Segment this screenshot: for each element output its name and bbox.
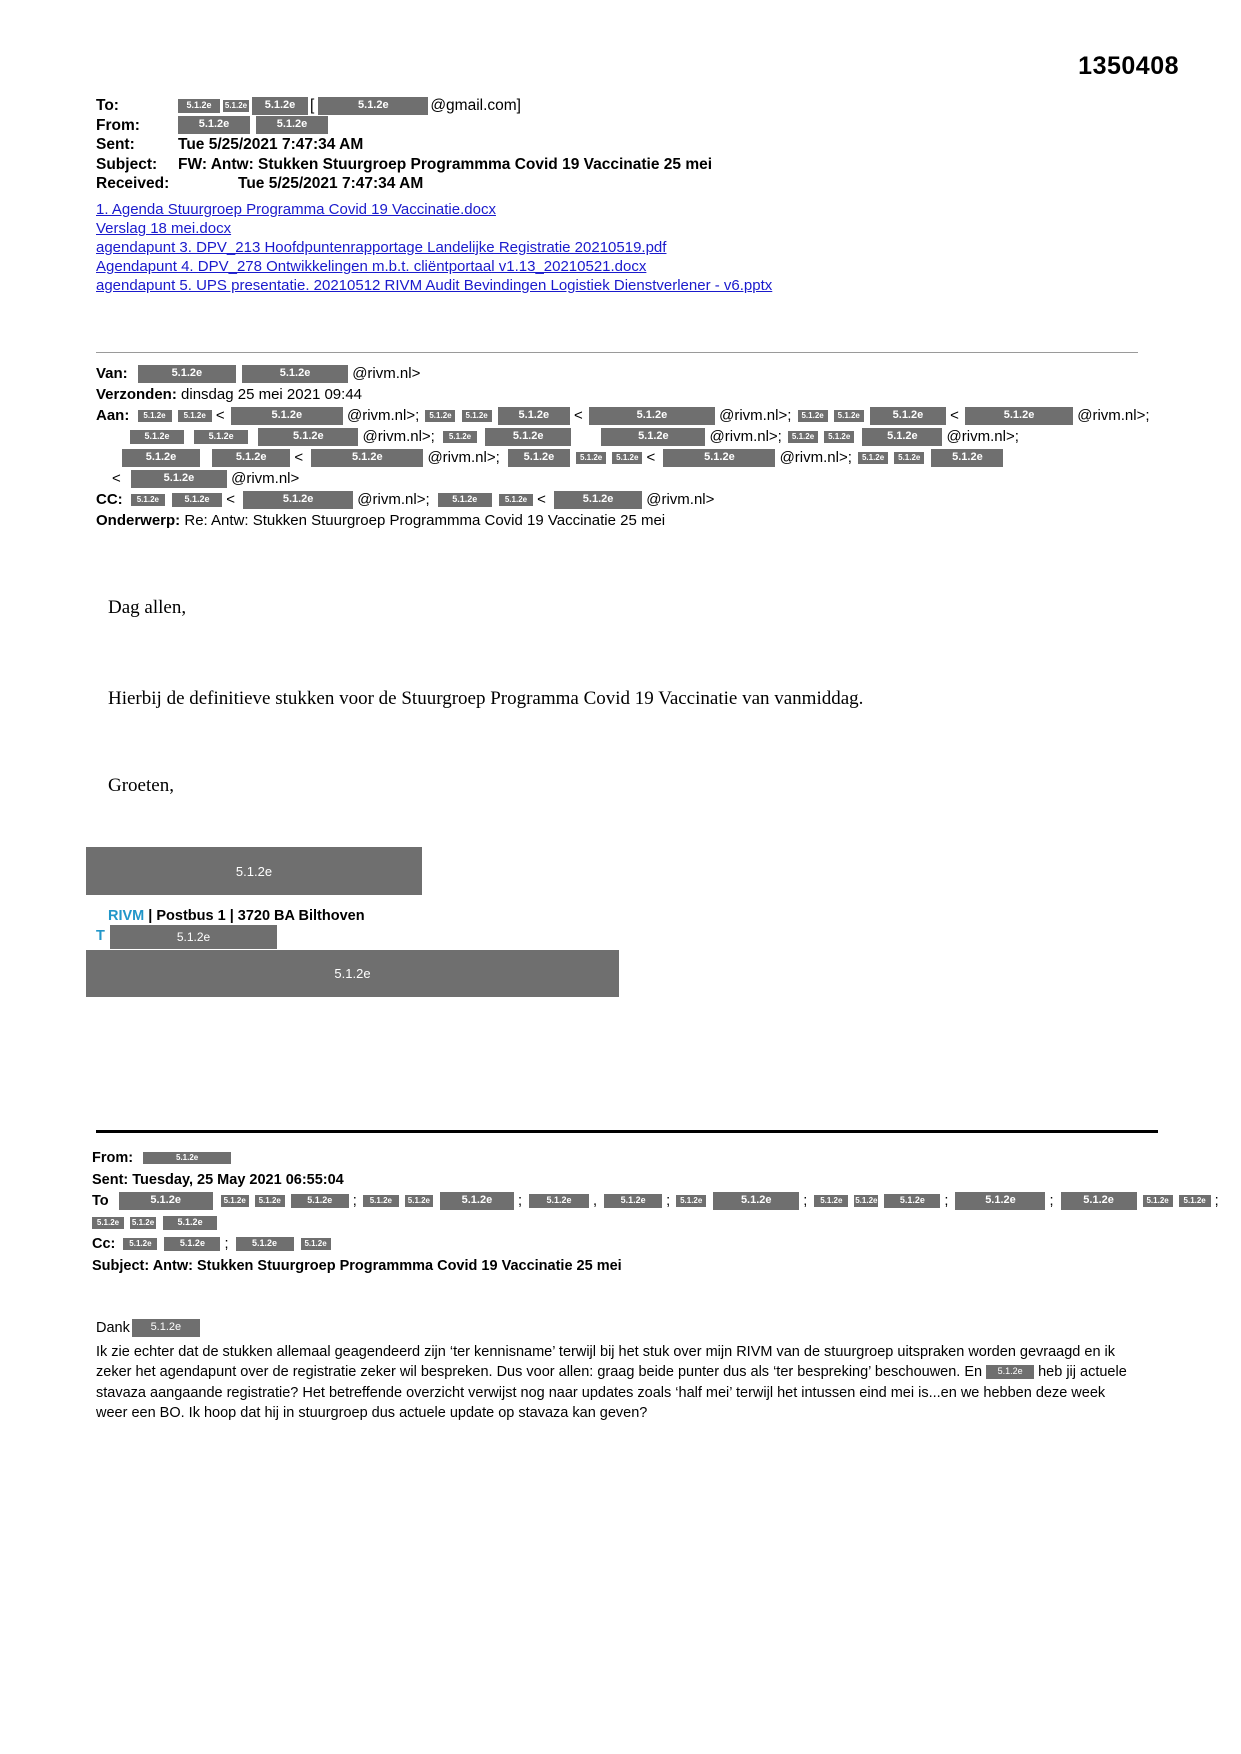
redaction-block: 5.1.2e: [256, 116, 328, 134]
subject-label: Subject:: [92, 1257, 150, 1274]
redaction-block: 5.1.2e: [255, 1195, 285, 1207]
redaction-block: 5.1.2e: [462, 410, 492, 422]
signature-address-line: [108, 908, 365, 924]
redaction-block: 5.1.2e: [138, 410, 172, 422]
aan-label: Aan:: [96, 407, 130, 424]
header-row-to: [96, 96, 1156, 116]
attachment-link[interactable]: Agendapunt 4. DPV_278 Ontwikkelingen m.b.t. cliëntportaal v1.13_20210521.docx: [96, 258, 647, 275]
domain-text: @rivm.nl>;: [427, 449, 500, 466]
quoted-onderwerp-row: [96, 510, 1166, 531]
redaction-block: 5.1.2e: [814, 1195, 848, 1207]
cc-label: Cc:: [92, 1236, 116, 1252]
angle-bracket: <: [215, 407, 225, 424]
redaction-block: 5.1.2e: [894, 452, 924, 464]
redaction-block: 5.1.2e: [92, 1217, 124, 1229]
redaction-block: 5.1.2e: [163, 1216, 217, 1230]
redaction-block: 5.1.2e: [1179, 1195, 1211, 1207]
domain-text: @rivm.nl>;: [946, 428, 1019, 445]
received-value: Tue 5/25/2021 7:47:34 AM: [238, 175, 424, 192]
redaction-block: 5.1.2e: [311, 449, 423, 467]
header-row-from: [96, 116, 1156, 136]
rivm-label: RIVM: [108, 908, 145, 924]
redaction-block: 5.1.2e: [612, 452, 642, 464]
redaction-block: 5.1.2e: [178, 99, 220, 113]
redaction-block: 5.1.2e: [485, 428, 571, 446]
dank-text: Dank: [96, 1320, 130, 1336]
verzonden-label: Verzonden:: [96, 386, 177, 403]
redaction-block: 5.1.2e: [119, 1192, 213, 1210]
redaction-block: 5.1.2e: [884, 1194, 940, 1208]
angle-bracket: <: [226, 491, 235, 508]
subject-label: Subject:: [96, 155, 158, 173]
redaction-block: 5.1.2e: [1061, 1192, 1137, 1210]
to-bracket: [: [310, 97, 315, 114]
redaction-block: 5.1.2e: [132, 1319, 200, 1337]
header-row-received: [96, 174, 1156, 194]
redaction-block: 5.1.2e: [231, 407, 343, 425]
quoted2-cc-row: Cc: 5.1.2e 5.1.2e ; 5.1.2e 5.1.2e: [92, 1234, 1172, 1256]
paragraph-part1: Ik zie echter dat de stukken allemaal geagendeerd zijn ‘ter kennisname’ terwijl bij het stuk over mijn RIVM van de stuurgroep uitspraken worden gevraagd en ik zeker het agendapunt over de registratie zeker wil bespreken. Dus voor allen: graag beide punter dus als ‘ter bespreking’ beschouwen. En: [96, 1343, 1116, 1380]
attachment-link[interactable]: 1. Agenda Stuurgroep Programma Covid 19 Vaccinatie.docx: [96, 201, 496, 218]
quoted-aan-row-1: [96, 405, 1166, 426]
sent-label: Sent:: [96, 136, 135, 153]
redaction-block-signature-extra: 5.1.2e: [86, 950, 619, 997]
attachment-link[interactable]: agendapunt 5. UPS presentatie. 20210512 RIVM Audit Bevindingen Logistiek Dienstverlener - v6.pptx: [96, 277, 773, 294]
domain-text: @rivm.nl>;: [357, 491, 430, 508]
redaction-block: 5.1.2e: [242, 365, 348, 383]
redaction-block: 5.1.2e: [318, 97, 428, 115]
sent-value: Tuesday, 25 May 2021 06:55:04: [132, 1171, 344, 1188]
redaction-block: 5.1.2e: [498, 407, 570, 425]
redaction-block: 5.1.2e: [713, 1192, 799, 1210]
subject-value: FW: Antw: Stukken Stuurgroep Programmma Covid 19 Vaccinatie 25 mei: [178, 155, 713, 173]
redaction-block: 5.1.2e: [965, 407, 1073, 425]
redaction-block: 5.1.2e: [508, 449, 570, 467]
subject-value: Antw: Stukken Stuurgroep Programmma Covid 19 Vaccinatie 25 mei: [152, 1257, 622, 1274]
redaction-block: 5.1.2e: [986, 1365, 1034, 1379]
quoted2-to-row-2: [92, 1213, 1172, 1235]
angle-bracket: <: [646, 449, 656, 466]
redaction-block: 5.1.2e: [858, 452, 888, 464]
to-email-suffix: @gmail.com]: [430, 97, 521, 114]
redaction-block: 5.1.2e: [131, 1217, 155, 1227]
attachment-list: [96, 200, 772, 295]
quoted-header-2: [92, 1148, 1219, 1277]
redaction-block-signature-name: 5.1.2e: [86, 847, 422, 895]
redaction-block: 5.1.2e: [955, 1192, 1045, 1210]
redaction-block: 5.1.2e: [258, 428, 358, 446]
domain-text: @rivm.nl>;: [346, 407, 420, 424]
redaction-block: 5.1.2e: [122, 449, 200, 467]
redaction-block: 5.1.2e: [252, 97, 308, 115]
received-label: Received:: [96, 175, 170, 192]
redaction-block: 5.1.2e: [425, 410, 455, 422]
domain-text: @rivm.nl>;: [779, 449, 852, 466]
quoted2-dank-line: [96, 1318, 1136, 1339]
onderwerp-value: Re: Antw: Stukken Stuurgroep Programmma Covid 19 Vaccinatie 25 mei: [184, 512, 666, 529]
quoted-cc-row: [96, 489, 1166, 510]
angle-bracket: <: [573, 407, 583, 424]
redaction-block: 5.1.2e: [123, 1238, 157, 1250]
quoted-van-row: [96, 363, 1166, 384]
redaction-block: 5.1.2e: [798, 410, 828, 422]
verzonden-value: dinsdag 25 mei 2021 09:44: [181, 386, 363, 403]
quoted2-body: [96, 1318, 1136, 1424]
redaction-block: 5.1.2e: [499, 494, 533, 506]
redaction-block: 5.1.2e: [834, 410, 864, 422]
redaction-block: 5.1.2e: [178, 410, 212, 422]
quoted-header-1: [96, 363, 1166, 531]
redaction-block: 5.1.2e: [440, 1192, 514, 1210]
domain-text: @rivm.nl>;: [719, 407, 792, 424]
redaction-block: 5.1.2e: [138, 365, 236, 383]
domain-text: @rivm.nl>;: [709, 428, 782, 445]
angle-bracket: <: [294, 449, 304, 466]
redaction-block: 5.1.2e: [405, 1195, 433, 1207]
redaction-block: 5.1.2e: [164, 1237, 220, 1251]
body-closing: Groeten,: [108, 775, 174, 796]
redaction-block: 5.1.2e: [301, 1238, 331, 1250]
redaction-block: 5.1.2e: [1143, 1195, 1173, 1207]
to-label: To: [92, 1193, 109, 1209]
onderwerp-label: Onderwerp:: [96, 512, 181, 529]
redaction-block: 5.1.2e: [663, 449, 775, 467]
van-domain: @rivm.nl>: [352, 365, 421, 382]
redaction-block: 5.1.2e: [824, 431, 854, 443]
redaction-block: 5.1.2e: [212, 449, 290, 467]
quoted2-from-row: [92, 1148, 1172, 1170]
quoted2-to-row-1: To 5.1.2e 5.1.2e 5.1.2e 5.1.2e ; 5.1.2e 5.1.2e 5.1.2e ; 5.1.2e , 5.1.2e ; 5.1.2e 5.1.2e ; 5.1.2e 5.1.2e 5.1.2e ; 5.1.2e ; 5.1.2e 5.1.2e 5.1.2e ;: [92, 1193, 1219, 1209]
redaction-block: 5.1.2e: [589, 407, 715, 425]
header-row-sent: [96, 135, 1156, 155]
sent-value: Tue 5/25/2021 7:47:34 AM: [178, 136, 364, 153]
domain-text: @rivm.nl>: [646, 491, 715, 508]
redaction-block: 5.1.2e: [130, 430, 184, 444]
redaction-block: 5.1.2e: [788, 431, 818, 443]
to-label: To:: [96, 97, 119, 114]
redaction-block: 5.1.2e: [529, 1194, 589, 1208]
phone-label: T: [96, 928, 105, 944]
paragraph-part2: heb jij actuele stavaza aangaande registratie? Het betreffende overzicht verwijst nog naar updates zoals ‘half mei’ terwijl het intussen eind mei is...en we hebben deze week weer een BO. Ik hoop dat hij in stuurgroep dus actuele update op stavaza kan geven?: [96, 1364, 1127, 1421]
angle-bracket: <: [112, 470, 121, 487]
redaction-block: 5.1.2e: [131, 470, 227, 488]
redaction-block: 5.1.2e: [194, 430, 248, 444]
redaction-block: 5.1.2e: [172, 493, 222, 507]
cc-label: CC:: [96, 491, 123, 508]
domain-text: @rivm.nl>: [231, 470, 300, 487]
quoted-aan-row-2: [96, 426, 1166, 447]
redaction-block: 5.1.2e: [862, 428, 942, 446]
divider-rule-thick: [96, 1130, 1158, 1133]
sent-label: Sent:: [92, 1171, 129, 1188]
domain-text: @rivm.nl>;: [1077, 407, 1150, 424]
postal-address: | Postbus 1 | 3720 BA Bilthoven: [148, 908, 365, 924]
attachment-link[interactable]: agendapunt 3. DPV_213 Hoofdpuntenrapportage Landelijke Registratie 20210519.pdf: [96, 239, 667, 256]
redaction-block: 5.1.2e: [224, 100, 248, 110]
angle-bracket: <: [537, 491, 546, 508]
redaction-block: 5.1.2e: [178, 116, 250, 134]
from-label: From:: [96, 116, 140, 134]
quoted2-subject-row: [92, 1256, 1172, 1278]
redaction-block: 5.1.2e: [601, 428, 705, 446]
redaction-block: 5.1.2e: [676, 1195, 706, 1207]
redaction-block: 5.1.2e: [870, 407, 946, 425]
redaction-block: 5.1.2e: [576, 452, 606, 464]
redaction-block: 5.1.2e: [143, 1152, 231, 1164]
quoted-aan-row-3: [96, 447, 1166, 468]
divider-rule: [96, 352, 1138, 353]
redaction-block: 5.1.2e: [604, 1194, 662, 1208]
redaction-block: 5.1.2e: [221, 1195, 249, 1207]
redaction-block: 5.1.2e: [243, 491, 353, 509]
quoted-aan-row-4: [96, 468, 1166, 489]
quoted-verzonden-row: [96, 384, 1166, 405]
redaction-block: 5.1.2e: [443, 431, 477, 443]
redaction-block: 5.1.2e: [291, 1194, 349, 1208]
domain-text: @rivm.nl>;: [362, 428, 435, 445]
redaction-block: 5.1.2e: [236, 1237, 294, 1251]
redaction-block: 5.1.2e: [931, 449, 1003, 467]
quoted2-sent-row: [92, 1170, 1172, 1192]
email-header: [96, 96, 1156, 194]
body-paragraph: Hierbij de definitieve stukken voor de Stuurgroep Programma Covid 19 Vaccinatie van vanmiddag.: [108, 688, 864, 709]
redaction-block: 5.1.2e: [131, 494, 165, 506]
van-label: Van:: [96, 365, 128, 382]
redaction-block: 5.1.2e: [855, 1196, 878, 1206]
redaction-block: 5.1.2e: [363, 1195, 399, 1207]
redaction-block: 5.1.2e: [438, 493, 492, 507]
redaction-block-phone: 5.1.2e: [110, 925, 277, 949]
document-id: 1350408: [1078, 52, 1179, 80]
quoted2-paragraph: [96, 1342, 1136, 1424]
from-label: From:: [92, 1150, 134, 1166]
header-row-subject: [96, 155, 1156, 175]
body-greeting: Dag allen,: [108, 597, 187, 618]
angle-bracket: <: [950, 407, 959, 424]
redaction-block: 5.1.2e: [554, 491, 642, 509]
attachment-link[interactable]: Verslag 18 mei.docx: [96, 220, 232, 237]
